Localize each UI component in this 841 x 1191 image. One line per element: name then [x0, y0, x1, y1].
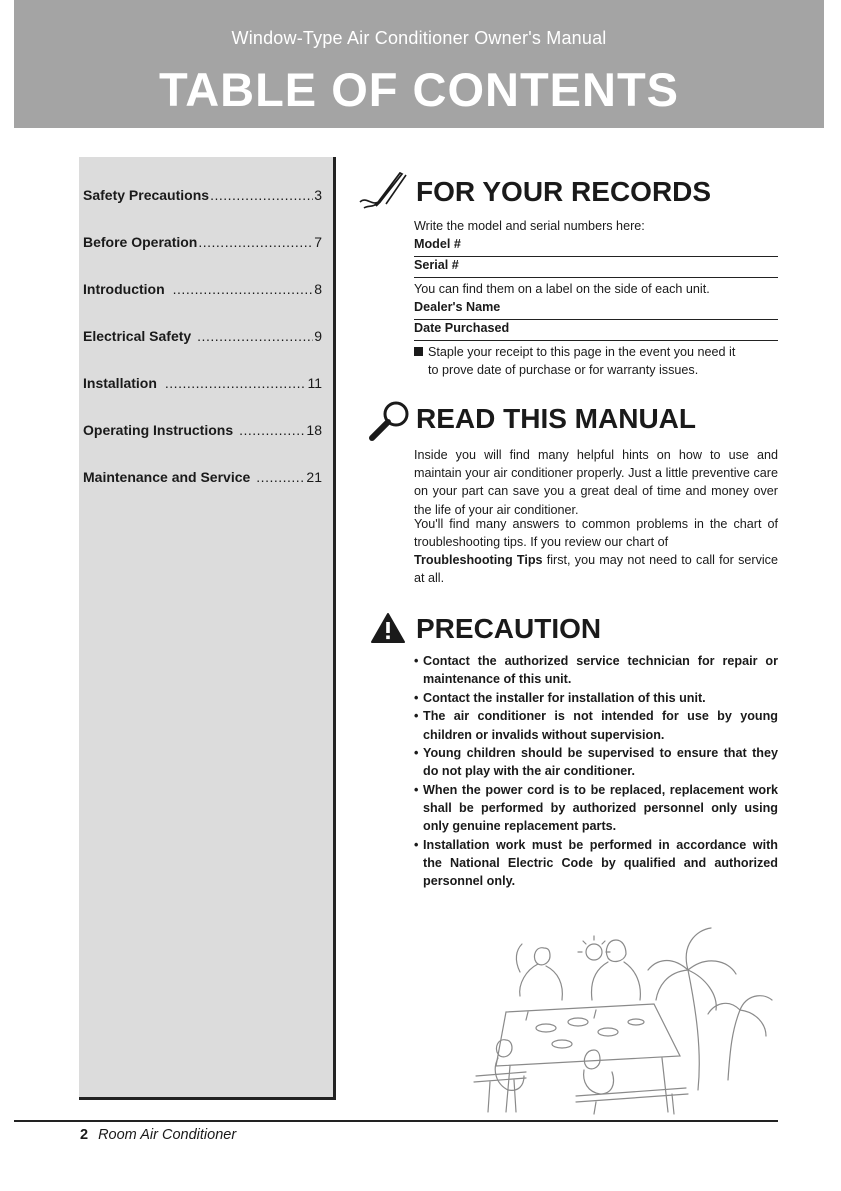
- page-header: [14, 0, 824, 128]
- toc-page: 21: [306, 469, 322, 485]
- square-bullet-icon: [414, 347, 423, 356]
- toc-item[interactable]: [83, 234, 322, 250]
- date-purchased-field[interactable]: Date Purchased: [414, 320, 778, 341]
- toc-page: 3: [314, 187, 322, 203]
- troubleshooting-link: Troubleshooting Tips: [414, 553, 543, 567]
- toc-page: 8: [314, 281, 322, 297]
- model-number-field[interactable]: Model #: [414, 236, 778, 257]
- records-find-text: You can find them on a label on the side of each unit.: [414, 282, 710, 296]
- toc-page: 18: [306, 422, 322, 438]
- precaution-heading: PRECAUTION: [416, 613, 602, 644]
- warning-icon: [370, 612, 406, 644]
- toc-item[interactable]: [83, 281, 322, 297]
- toc-label: Electrical Safety: [83, 328, 192, 344]
- pen-icon: [358, 172, 410, 212]
- list-item: • Contact the installer for installation of this unit.: [414, 690, 706, 705]
- footer-divider: [14, 1120, 778, 1122]
- footer-text: Room Air Conditioner: [98, 1127, 237, 1143]
- records-intro: Write the model and serial numbers here:: [414, 219, 645, 233]
- page-footer: [80, 1127, 236, 1143]
- toc-label: Maintenance and Service: [83, 469, 251, 485]
- precaution-list: [414, 652, 778, 891]
- toc-item[interactable]: [83, 422, 322, 438]
- toc-panel: [79, 157, 336, 1100]
- toc-label: Installation: [83, 375, 157, 391]
- list-item: • Contact the authorized service technician for repair or maintenance of this unit.: [414, 654, 778, 687]
- toc-page: 11: [307, 375, 322, 391]
- manual-paragraph-3: Troubleshooting Tips first, you may not need to call for service at all.: [414, 553, 778, 586]
- toc-item[interactable]: [83, 469, 322, 485]
- toc-label: Introduction: [83, 281, 165, 297]
- toc-item[interactable]: [83, 328, 322, 344]
- serial-number-field[interactable]: Serial #: [414, 257, 778, 278]
- header-subtitle: Window-Type Air Conditioner Owner's Manual: [231, 28, 607, 48]
- toc-label: Operating Instructions: [83, 422, 234, 438]
- toc-page: 7: [314, 234, 322, 250]
- page-number: 2: [80, 1127, 89, 1143]
- list-item: • The air conditioner is not intended for use by young children or invalids without supervision.: [414, 709, 778, 742]
- records-heading: FOR YOUR RECORDS: [416, 176, 712, 207]
- family-picnic-illustration: [466, 900, 786, 1115]
- toc-page: 9: [314, 328, 322, 344]
- list-item: • When the power cord is to be replaced, replacement work shall be performed by authorized personnel only using only genuine replacement parts.: [414, 782, 778, 834]
- toc-item[interactable]: [83, 187, 322, 203]
- list-item: • Installation work must be performed in accordance with the National Electric Code by qualified and authorized personnel only.: [414, 837, 778, 889]
- magnifier-icon: [368, 400, 412, 442]
- toc-label: Before Operation: [83, 234, 198, 250]
- toc-label: Safety Precautions: [83, 187, 210, 203]
- manual-paragraph-2: You'll find many answers to common problems in the chart of troubleshooting tips. If you review our chart of: [414, 517, 778, 550]
- list-item: • Young children should be supervised to ensure that they do not play with the air conditioner.: [414, 746, 778, 779]
- toc-item[interactable]: [83, 375, 322, 391]
- page-title: TABLE OF CONTENTS: [158, 63, 680, 116]
- manual-paragraph-1: Inside you will find many helpful hints on how to use and maintain your air conditioner properly. Just a little preventive care on your part can save you a great deal of time and money over the life of your air conditioner.: [414, 448, 778, 517]
- dealer-name-field[interactable]: Dealer's Name: [414, 299, 778, 320]
- manual-heading: READ THIS MANUAL: [416, 403, 696, 434]
- receipt-note: Staple your receipt to this page in the event you need it to prove date of purchase or for warranty issues.: [414, 343, 778, 379]
